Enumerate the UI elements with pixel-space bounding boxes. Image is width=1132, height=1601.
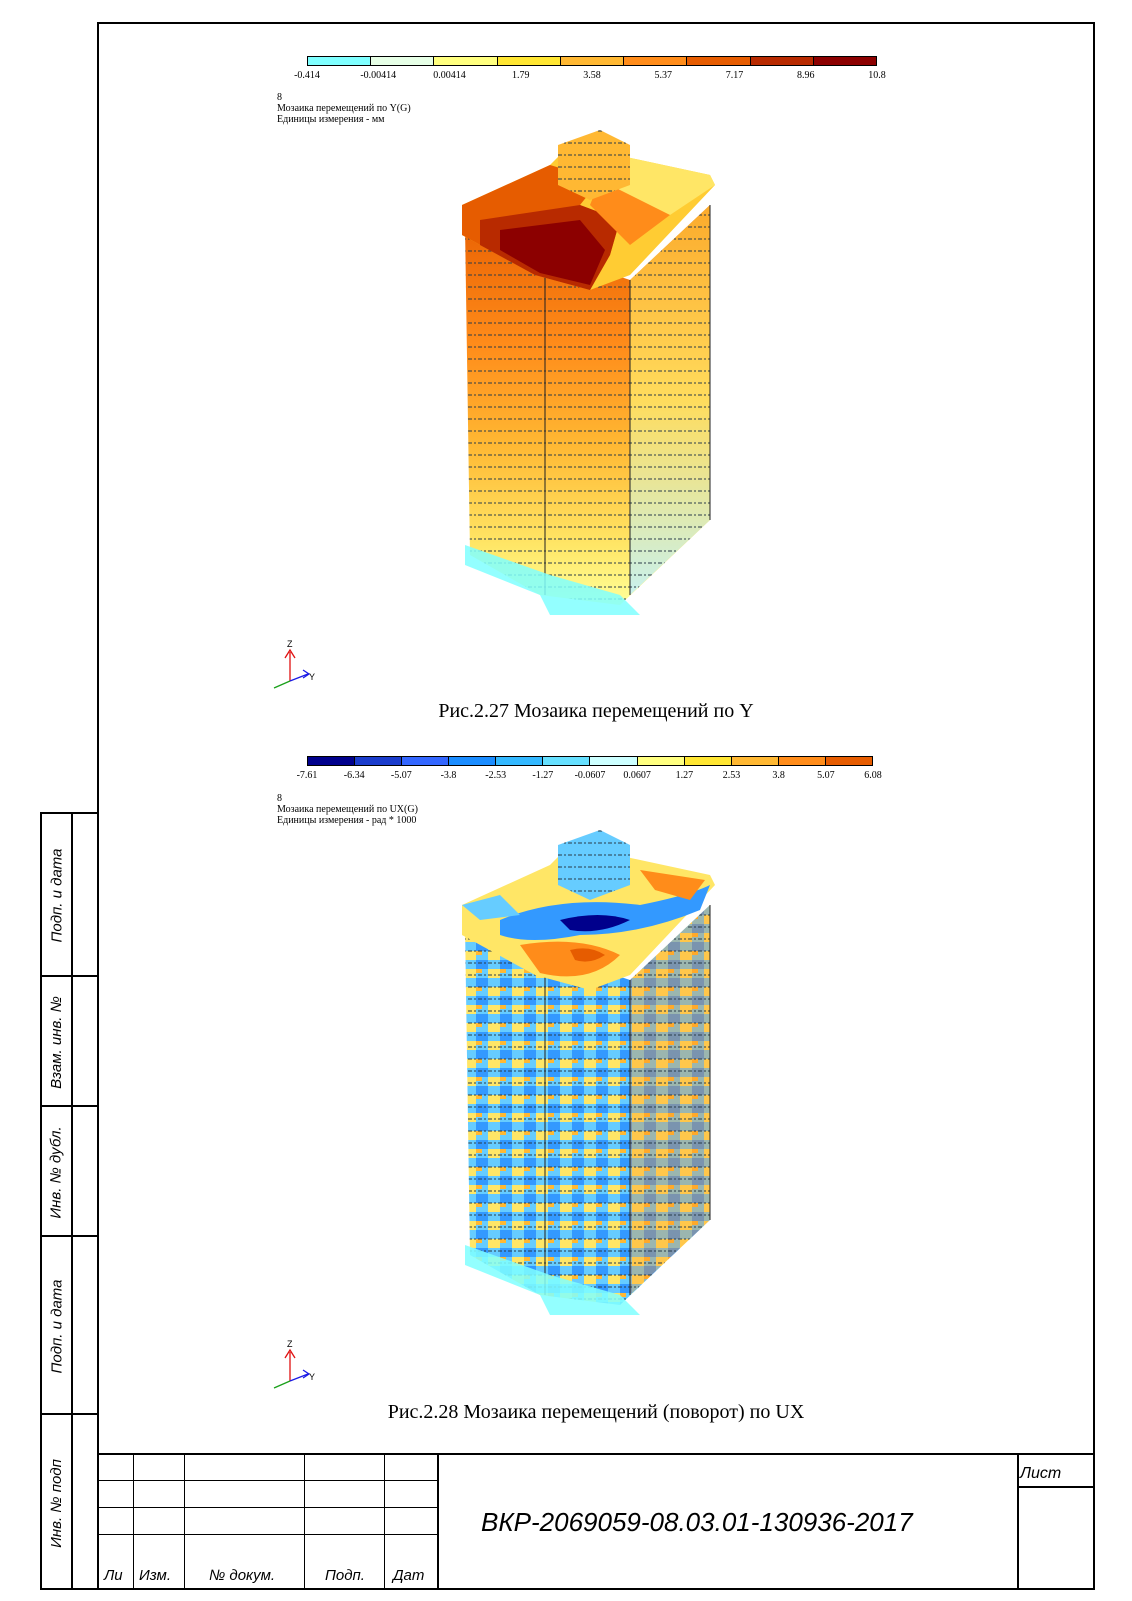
legend-tick-label: 5.37	[654, 70, 672, 81]
legend-color-swatch	[590, 757, 637, 765]
header-li: Ли	[104, 1567, 123, 1584]
load-case-number: 8	[277, 793, 282, 804]
building-model-y-displacement	[440, 125, 740, 620]
legend-tick-label: 0.00414	[433, 70, 466, 81]
legend-tick-label: -2.53	[485, 770, 507, 781]
legend-color-swatch	[685, 757, 732, 765]
legend-tick-label: 6.08	[864, 770, 882, 781]
legend-tick-label: 1.79	[512, 70, 530, 81]
legend-tick-label: -6.34	[343, 770, 365, 781]
legend-figure2	[296, 756, 882, 786]
legend-tick-label: -0.00414	[360, 70, 397, 81]
legend-color-swatch	[826, 757, 872, 765]
legend-color-swatch	[624, 57, 687, 65]
legend-tick-label: 0.0607	[623, 770, 651, 781]
legend-color-swatch	[308, 57, 371, 65]
legend-tick-label: 2.53	[722, 770, 741, 781]
legend-color-swatch	[496, 757, 543, 765]
legend-figure1	[294, 56, 886, 86]
side-label-original-inv: Инв. № подп	[48, 1459, 65, 1548]
legend-tick-label: 8.96	[797, 70, 815, 81]
legend-color-swatch	[498, 57, 561, 65]
legend-color-swatch	[638, 757, 685, 765]
legend-tick-label: -5.07	[390, 770, 412, 781]
legend-tick-label: -0.414	[294, 70, 320, 81]
plot-title: Мозаика перемещений по Y(G)	[277, 103, 411, 114]
axis-triad-figure2	[268, 1336, 328, 1396]
legend-color-swatch	[561, 57, 624, 65]
figure2-caption: Рис.2.28 Мозаика перемещений (поворот) по UX	[387, 1401, 805, 1423]
side-label-sign-date-1: Подп. и дата	[48, 848, 65, 943]
axis-y-label: Y	[309, 1372, 316, 1382]
legend-color-swatch	[543, 757, 590, 765]
figure1-caption: Рис.2.27 Мозаика перемещений по Y	[438, 700, 754, 722]
legend-tick-label: -3.8	[440, 770, 457, 781]
title-block	[97, 1453, 1095, 1590]
document-code: ВКР-2069059-08.03.01-130936-2017	[481, 1507, 913, 1537]
side-label-dup-inv: Инв. № дубл.	[48, 1125, 65, 1219]
legend-color-swatch	[402, 757, 449, 765]
side-label-replace-inv: Взам. инв. №	[48, 995, 65, 1089]
side-label-sign-date-2: Подп. и дата	[48, 1279, 65, 1373]
legend-tick-label: 7.17	[725, 70, 744, 81]
axis-z-label: Z	[287, 639, 293, 649]
legend-color-swatch	[779, 757, 826, 765]
axis-z-label: Z	[287, 1339, 293, 1349]
legend-color-swatch	[751, 57, 814, 65]
header-izm: Изм.	[139, 1567, 171, 1584]
axis-y-label: Y	[309, 672, 316, 682]
legend-tick-label: 3.58	[583, 70, 601, 81]
sheet-label: Лист	[1020, 1465, 1062, 1482]
legend-tick-label: 5.07	[817, 770, 835, 781]
legend-tick-label: 3.8	[772, 770, 785, 781]
legend-tick-label: -0.0607	[574, 770, 606, 781]
legend-tick-label: -1.27	[532, 770, 554, 781]
legend-color-swatch	[814, 57, 876, 65]
legend-color-swatch	[449, 757, 496, 765]
legend-tick-label: -7.61	[296, 770, 318, 781]
plot-units: Единицы измерения - мм	[277, 114, 385, 125]
plot-info-figure1	[277, 92, 411, 125]
legend-color-swatch	[687, 57, 750, 65]
header-date: Дат	[393, 1567, 425, 1584]
plot-units: Единицы измерения - рад * 1000	[277, 815, 417, 826]
legend-tick-label: 1.27	[675, 770, 694, 781]
axis-triad-figure1	[268, 636, 328, 696]
load-case-number: 8	[277, 92, 282, 103]
legend-tick-label: 10.8	[868, 70, 886, 81]
legend-color-swatch	[434, 57, 497, 65]
legend-color-swatch	[732, 757, 779, 765]
legend-color-swatch	[308, 757, 355, 765]
header-doc-number: № докум.	[209, 1567, 276, 1584]
plot-info-figure2	[277, 793, 418, 826]
side-stamp	[40, 812, 99, 1590]
header-sign: Подп.	[325, 1567, 365, 1584]
legend-color-swatch	[371, 57, 434, 65]
plot-title: Мозаика перемещений по UX(G)	[277, 804, 418, 815]
building-model-ux-rotation	[440, 825, 740, 1320]
legend-color-swatch	[355, 757, 402, 765]
